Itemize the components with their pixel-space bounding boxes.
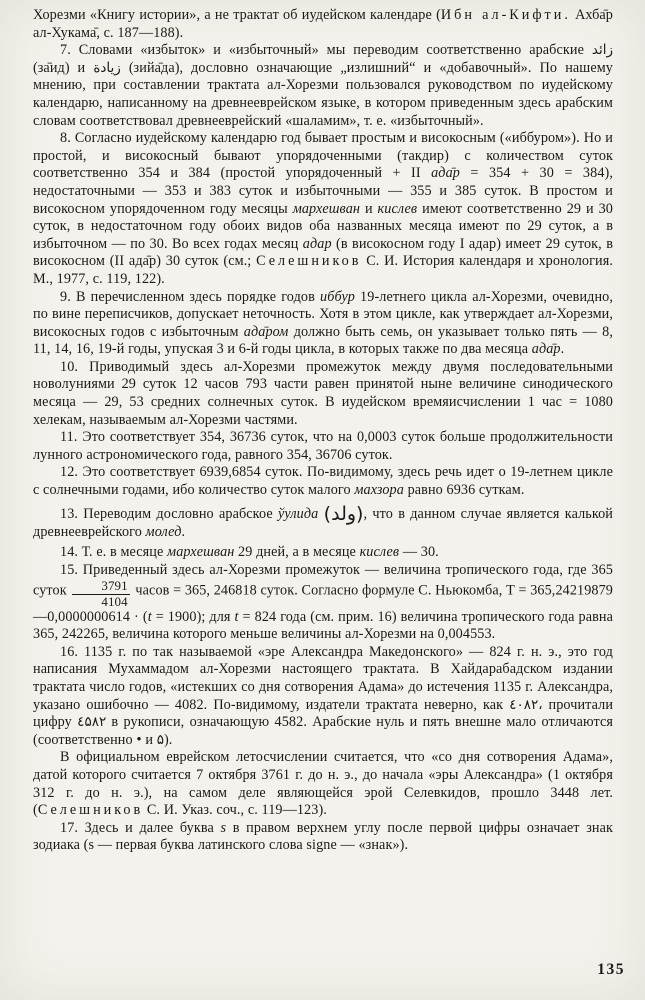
text-run: 7. Словами «избыток» и «избыточный» мы переводим соответственно арабские <box>60 42 592 59</box>
italic-term: мархешван <box>167 544 235 561</box>
footnote-12 <box>33 464 613 499</box>
text-run: Хорезми «Книгу истории», а не трактат об иудейском календаре ( <box>33 7 441 23</box>
text-run: . <box>560 341 565 358</box>
italic-term: ўулида <box>277 505 319 522</box>
arabic-text: ۵ <box>156 731 164 748</box>
text-run: = 824 года (см. прим. 16) величина тропического года равна 365, 242265, величина которого меньше величины ал-Хорезми на 0,004553. <box>33 608 613 643</box>
italic-term: ада̄ром <box>243 323 289 340</box>
italic-term: ада̄р <box>431 165 460 182</box>
text-run: ). <box>163 731 173 748</box>
text-run: = 1900); для <box>151 608 235 625</box>
footnotes-text-block <box>33 7 613 855</box>
arabic-text: ٤۵٨٢ <box>77 714 107 731</box>
text-run: в рукописи, означающую 4582. Арабские нуль и пять внешне мало отличаются (соответственно <box>33 714 613 748</box>
text-run: и <box>141 731 157 748</box>
footnote-16-paragraph-2 <box>33 749 613 819</box>
author-name-spaced: Селешников <box>256 253 362 270</box>
italic-term: t <box>147 608 152 625</box>
text-run: 11. Это соответствует 354, 36736 суток, что на 0,0003 суток больше продолжительности лунного астрономического года, равного 354, 36706 суток. <box>33 429 613 463</box>
italic-term: махзора <box>354 482 404 499</box>
text-run: 12. Это соответствует 6939,6854 суток. По-видимому, здесь речь идет о 19-летнем цикле с солнечными годами, ибо количество суток малого <box>33 464 613 499</box>
italic-term: адар <box>302 235 332 252</box>
text-run: . <box>181 523 186 540</box>
text-run: Ахба̄р ал-Хукама̄, с. 187—188). <box>33 7 613 41</box>
text-run: — 30. <box>399 544 439 561</box>
text-run: должно быть семь, он указывает только пять — 8, 11, 14, 16, 19-й годы, упуская 3 и 6-й годы цикла, в которых также по два месяца <box>33 323 614 358</box>
text-run: С. И. Указ. соч., с. 119—123). <box>143 802 327 819</box>
text-run: В официальном еврейском летосчислении считается, что «со дня сотворения Адама», датой которого считается 7 октября 3761 г. до н. э., до начала «эры Александра» (1 октября 312 г. до н. э.), на самом деле являющейся эрой Селевкидов, прошло 3448 лет. ( <box>33 749 613 819</box>
fraction <box>72 579 129 608</box>
text-run: 8. Согласно иудейскому календарю год бывает простым и високосным («иббуром»). Но и простой, и високосный бывают упорядоченными (такдир) с количеством суток соответственно 354 и 384 (простой упорядоченный + II <box>33 130 613 182</box>
text-run: (за̄ид) и <box>33 59 94 76</box>
arabic-text: زائد <box>591 42 613 59</box>
italic-term: мархешван <box>292 200 361 217</box>
italic-term: ада̄р <box>531 341 561 358</box>
italic-term: s <box>220 819 227 836</box>
text-run: 9. В перечисленном здесь порядке годов <box>60 288 321 305</box>
text-run: 16. 1135 г. по так называемой «эре Александра Македонского» — 824 г. н. э., это год написания Мухаммадом ал-Хорезми настоящего трактата. В Хайдарабадском издании трактата число годов, «истекших со дня сотворения Адама» до истечения 1135 г. Александра, указано ошибочно — 4082. По-видимому, издатели трактата неверно, как <box>33 643 613 713</box>
text-run: , что в данном случае является калькой древнееврейского <box>33 505 613 540</box>
footnote-7 <box>33 42 613 130</box>
text-run: (в високосном году I адар) имеет 29 суток, в високосном (II ада̄р) 30 суток (см.; <box>33 235 613 270</box>
italic-term: t <box>234 608 239 625</box>
footnote-17 <box>33 820 613 855</box>
footnote-15 <box>33 562 613 644</box>
italic-term: кислев <box>359 544 400 561</box>
footnote-8 <box>33 130 613 288</box>
author-name-spaced: Ибн ал-Кифти. <box>440 7 571 23</box>
text-run: • <box>136 731 142 748</box>
text-run: прочитали цифру <box>33 696 614 731</box>
footnote-9 <box>33 289 613 359</box>
text-run: (зийа̄да), дословно означающие „излишний“ и «добавочный». По нашему мнению, при составлении трактата ал-Хорезми пользовался руководством по иудейскому календарю, написанному на древнееврейском языке, в котором приведенным здесь арабским словам соответствовал древнееврейский «шаламим», т. е. «избыточный». <box>33 59 613 129</box>
author-name-spaced: Селешников <box>37 802 144 819</box>
italic-term: молед <box>145 523 182 540</box>
text-run: = 354 + 30 = 384), недостаточными — 353 и 383 суток и избыточными — 355 и 385 суток. В простом и високосном упорядоченном году месяцы <box>33 165 613 217</box>
text-run: 19-летнего цикла ал-Хорезми, очевидно, по вине переписчиков, допускает неточность. Хотя в этом цикле, как утверждает ал-Хорезми, високосных годов с избыточным <box>33 288 614 340</box>
fraction-numerator: 3791 <box>72 579 129 594</box>
text-run: 10. Приводимый здесь ал-Хорезми промежуток между двумя последовательными новолуниями 29 суток 12 часов 793 части равен принятой ныне величине синодического месяца — 29, 53 средних солнечных суток. В иудейском времяисчислении 1 час = 1080 хелекам, называемым ал-Хорезми частями. <box>33 358 613 428</box>
fraction-denominator: 4104 <box>101 594 128 610</box>
text-run: равно 6936 суткам. <box>403 482 525 499</box>
arabic-text: زيادة <box>93 59 121 76</box>
text-run: и <box>360 200 378 217</box>
text-run: 17. Здесь и далее буква <box>60 819 221 836</box>
text-run: в правом верхнем углу после первой цифры означает знак зодиака (s — первая буква латинского слова signe — «знак»). <box>33 819 613 854</box>
footnote-16 <box>33 644 613 750</box>
page-number: 135 <box>597 961 625 978</box>
text-run: имеют соответственно 29 и 30 суток, в недостаточном году обоих видов оба названных месяца имеют по 29 суток, а в избыточном — по 30. Во всех годах месяц <box>33 200 613 252</box>
italic-term: кислев <box>377 200 418 217</box>
footnote-14 <box>33 544 613 562</box>
text-run: часов = 365, 246818 суток. Согласно формуле С. Ньюкомба, Т = 365,24219879—0,0000000614 · ( <box>33 583 614 625</box>
footnote-13 <box>33 502 613 542</box>
footnote-10 <box>33 359 613 429</box>
arabic-text: (ولد) <box>323 502 364 525</box>
text-run: 29 дней, а в месяце <box>234 544 360 561</box>
text-run: С. И. История календаря и хронология. М., 1977, с. 119, 122). <box>33 253 613 287</box>
text-run: 15. Приведенный здесь ал-Хорезми промежуток — величина тропического года, где 365 суток <box>33 561 613 599</box>
footnote-11 <box>33 429 613 464</box>
text-run: 13. Переводим дословно арабское <box>60 505 278 522</box>
text-run: 14. Т. е. в месяце <box>60 544 168 561</box>
footnote-6-continuation <box>33 7 613 42</box>
italic-term: иббур <box>320 288 355 305</box>
arabic-text: ٤٠٨٢، <box>509 696 543 713</box>
